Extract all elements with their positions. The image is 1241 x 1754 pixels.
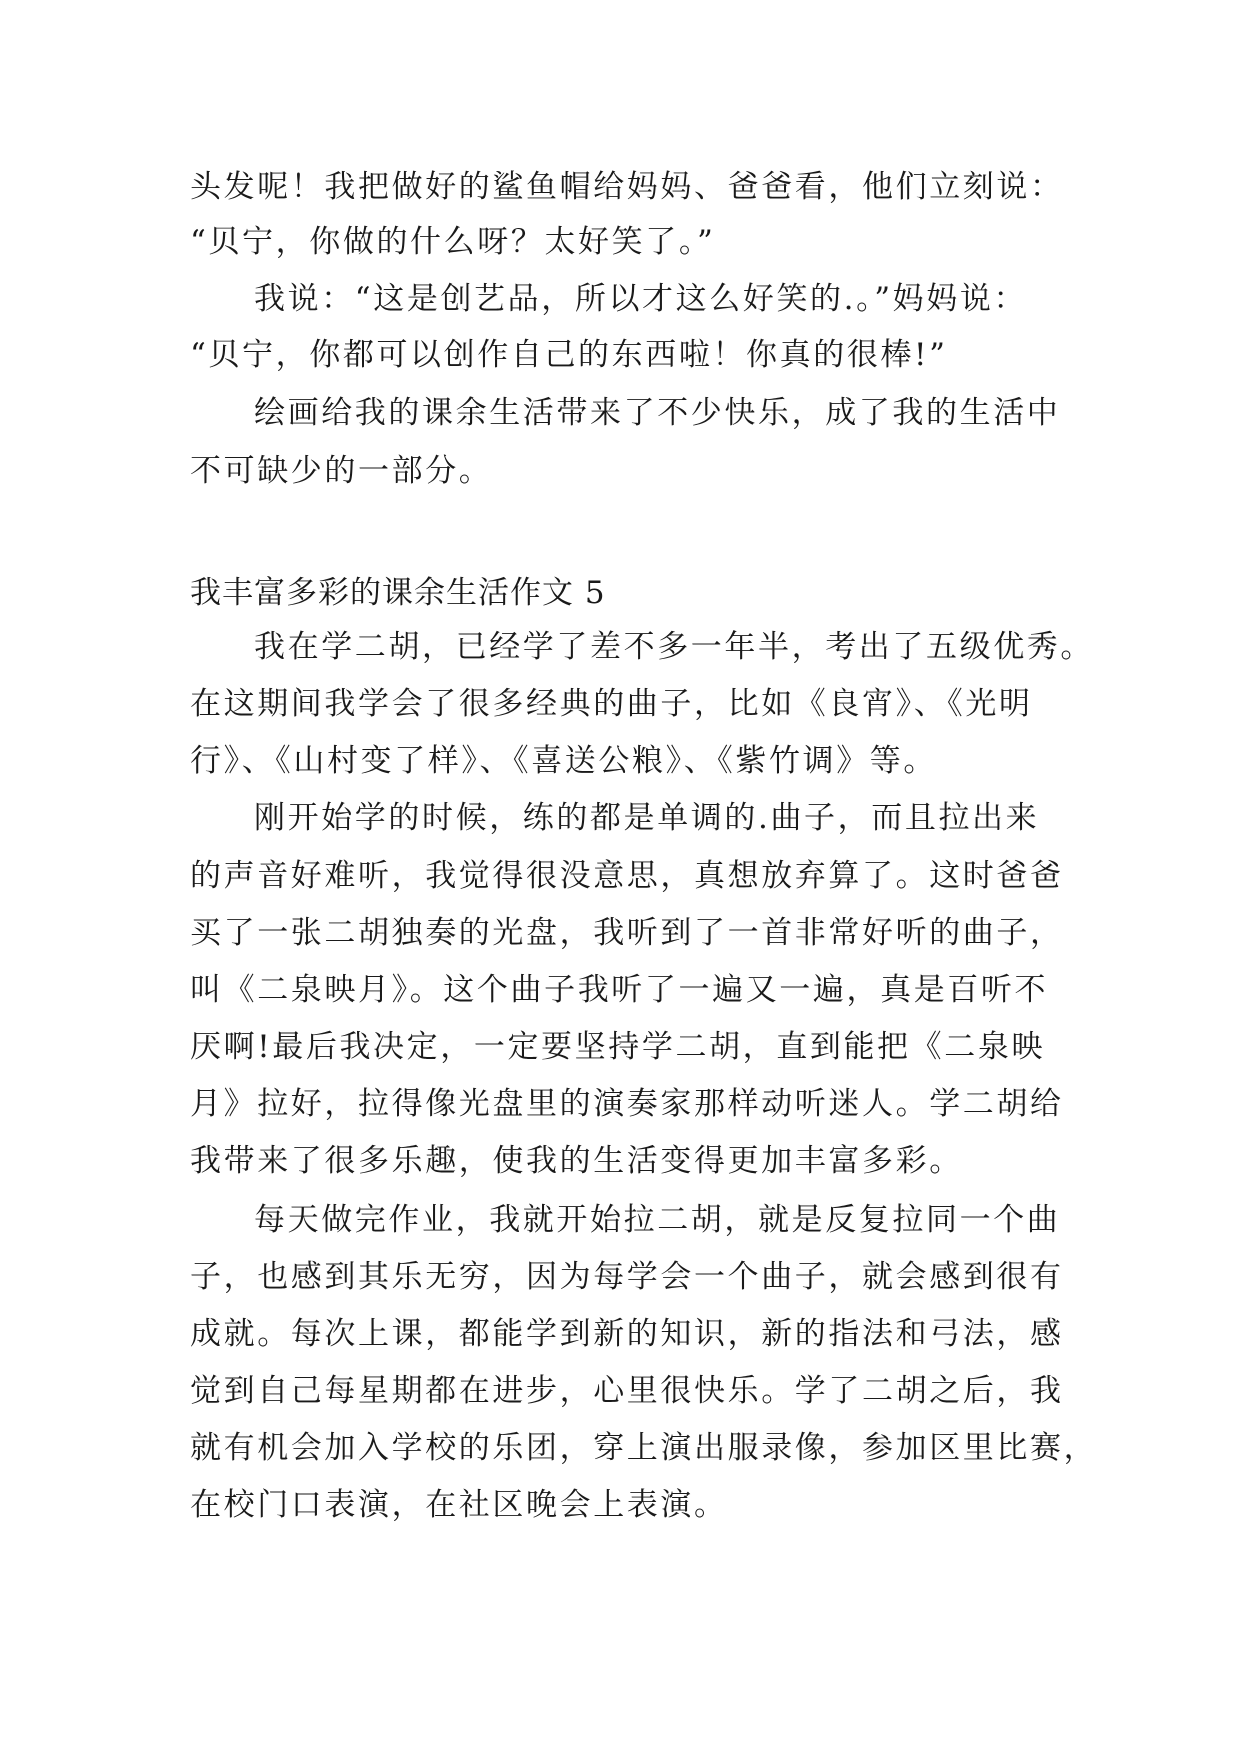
section-title: 我丰富多彩的课余生活作文 5 bbox=[190, 575, 606, 611]
text-line: 成就。每次上课，都能学到新的知识，新的指法和弓法，感 bbox=[190, 1316, 1064, 1352]
text-line: 每天做完作业，我就开始拉二胡，就是反复拉同一个曲 bbox=[254, 1202, 1061, 1238]
text-line: 我在学二胡，已经学了差不多一年半，考出了五级优秀。 bbox=[254, 629, 1094, 665]
text-line: 月》拉好，拉得像光盘里的演奏家那样动听迷人。学二胡给 bbox=[190, 1086, 1064, 1122]
text-line: 行》、《山村变了样》、《喜送公粮》、《紫竹调》等。 bbox=[190, 743, 937, 779]
text-line: “贝宁，你都可以创作自己的东西啦！你真的很棒!” bbox=[190, 337, 948, 373]
text-line: 就有机会加入学校的乐团，穿上演出服录像，参加区里比赛， bbox=[190, 1430, 1098, 1466]
text-line: 头发呢！我把做好的鲨鱼帽给妈妈、爸爸看，他们立刻说： bbox=[190, 169, 1064, 205]
text-line: 厌啊!最后我决定，一定要坚持学二胡，直到能把《二泉映 bbox=[190, 1029, 1046, 1065]
text-line: 觉到自己每星期都在进步，心里很快乐。学了二胡之后，我 bbox=[190, 1373, 1064, 1409]
text-line: 子，也感到其乐无穷，因为每学会一个曲子，就会感到很有 bbox=[190, 1259, 1064, 1295]
text-line: 在这期间我学会了很多经典的曲子，比如《良宵》、《光明 bbox=[190, 686, 1033, 722]
text-line: 的声音好难听，我觉得很没意思，真想放弃算了。这时爸爸 bbox=[190, 858, 1064, 894]
text-line: 买了一张二胡独奏的光盘，我听到了一首非常好听的曲子， bbox=[190, 915, 1064, 951]
text-line: 不可缺少的一部分。 bbox=[190, 453, 493, 489]
text-line: 刚开始学的时候，练的都是单调的.曲子，而且拉出来 bbox=[254, 800, 1040, 836]
text-line: 叫《二泉映月》。这个曲子我听了一遍又一遍，真是百听不 bbox=[190, 972, 1049, 1008]
text-line: 在校门口表演，在社区晚会上表演。 bbox=[190, 1487, 728, 1523]
text-line: 我说：“这是创艺品，所以才这么好笑的.。”妈妈说： bbox=[254, 281, 1028, 317]
text-line: “贝宁，你做的什么呀？太好笑了。” bbox=[190, 224, 716, 260]
text-line: 绘画给我的课余生活带来了不少快乐，成了我的生活中 bbox=[254, 395, 1061, 431]
text-line: 我带来了很多乐趣，使我的生活变得更加丰富多彩。 bbox=[190, 1143, 963, 1179]
